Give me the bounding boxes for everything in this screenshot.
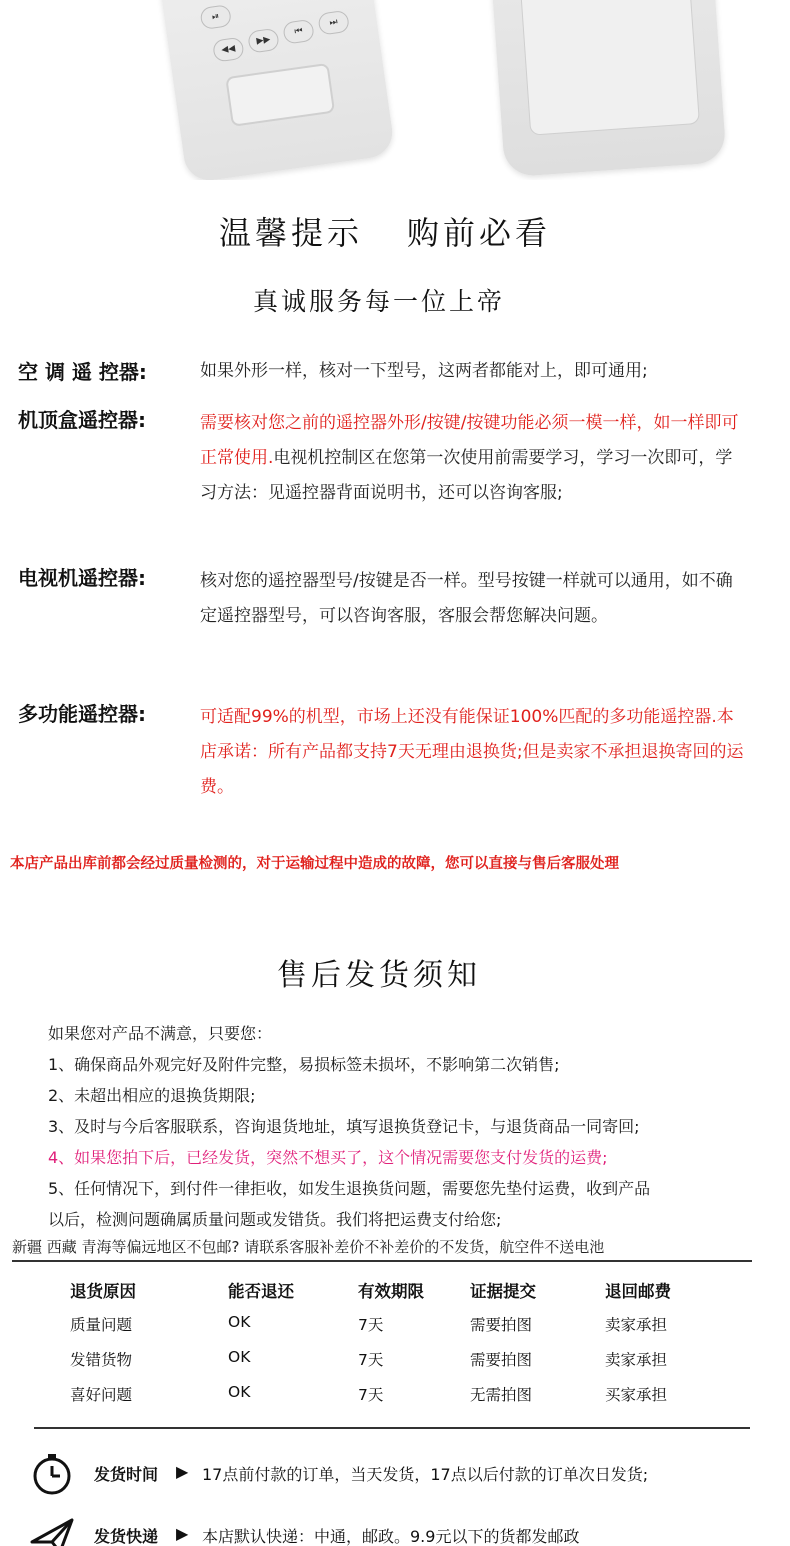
table-cell: 卖家承担 <box>605 1351 668 1369</box>
category-text: 核对您的遥控器型号/按键是否一样。型号按键一样就可以通用，如不确定遥控器型号，可以咨询客服，客服会帮您解决问题。 <box>200 571 733 626</box>
remote-control-image <box>158 0 395 180</box>
rule-item-highlight: 4、如果您拍下后，已经发货，突然不想买了，这个情况需要您支付发货的运费; <box>48 1148 608 1167</box>
rule-item: 3、及时与今后客服联系，咨询退货地址，填写退换货登记卡，与退货商品一同寄回; <box>48 1117 640 1136</box>
table-row <box>40 1348 720 1383</box>
return-policy-table <box>40 1278 720 1418</box>
previous-button-graphic: ⏮ <box>282 19 315 45</box>
category-red-text: 可适配99%的机型，市场上还没有能保证100%匹配的多功能遥控器.本店承诺：所有产品都支持7天无理由退换货;但是卖家不承担退换寄回的运费。 <box>200 707 744 797</box>
table-cell: 质量问题 <box>70 1316 133 1334</box>
arrow-right-icon: ▶ <box>176 1524 189 1543</box>
title-part-1: 温馨提示 <box>218 214 363 252</box>
table-cell: 买家承担 <box>605 1386 668 1404</box>
category-description <box>200 406 746 511</box>
category-text: 如果外形一样，核对一下型号，这两者都能对上，即可通用; <box>200 361 648 381</box>
category-label: 机顶盒遥控器: <box>18 408 146 432</box>
table-cell: 发错货物 <box>70 1351 133 1369</box>
category-description <box>200 564 746 634</box>
category-label: 电视机遥控器: <box>18 566 146 590</box>
table-cell: OK <box>228 1348 251 1366</box>
table-cell: OK <box>228 1313 251 1331</box>
product-photo <box>0 0 790 180</box>
play-pause-button-graphic: ⏯ <box>199 4 232 30</box>
arrow-right-icon: ▶ <box>176 1462 189 1481</box>
fast-forward-button-graphic: ▶▶ <box>247 28 280 54</box>
paper-plane-icon <box>30 1514 74 1546</box>
rule-item: 2、未超出相应的退换货期限; <box>48 1086 256 1105</box>
category-text: 电视机控制区在您第一次使用前需要学习，学习一次即可，学习方法：见遥控器背面说明书，还可以咨询客服; <box>200 448 733 503</box>
table-cell: 无需拍图 <box>470 1386 533 1404</box>
column-header: 能否退还 <box>228 1282 294 1301</box>
category-label: 多功能遥控器: <box>18 702 146 726</box>
column-header: 证据提交 <box>470 1282 536 1301</box>
table-cell: 7天 <box>358 1316 384 1334</box>
table-row <box>40 1313 720 1348</box>
table-row <box>40 1383 720 1418</box>
category-red-text: 需要核对您之前的遥控器外形/按键/按键功能必须一模一样，如一样即可正常使用. <box>200 413 739 468</box>
remote-back-image <box>491 0 726 177</box>
rule-item-continued: 以后，检测问题确属质量问题或发错货。我们将把运费支付给您; <box>48 1210 502 1229</box>
shipping-time-row <box>30 1452 770 1500</box>
shipping-time-title: 发货时间 <box>94 1465 159 1484</box>
table-cell: 喜好问题 <box>70 1386 133 1404</box>
remote-screen-graphic <box>225 63 335 127</box>
table-cell: 卖家承担 <box>605 1316 668 1334</box>
rule-item: 5、任何情况下，到付件一律拒收，如发生退换货问题，需要您先垫付运费，收到产品 <box>48 1179 651 1198</box>
stopwatch-icon <box>30 1452 74 1496</box>
rewind-button-graphic: ◀◀ <box>212 37 245 63</box>
title-part-2: 购前必看 <box>407 214 552 252</box>
quality-notice: 本店产品出库前都会经过质量检测的，对于运输过程中造成的故障，您可以直接与售后客服处理 <box>10 856 619 872</box>
table-cell: 需要拍图 <box>470 1351 533 1369</box>
table-cell: 需要拍图 <box>470 1316 533 1334</box>
rule-item: 1、确保商品外观完好及附件完整，易损标签未损坏，不影响第二次销售; <box>48 1055 560 1074</box>
shipping-courier-row <box>30 1514 770 1546</box>
shipping-courier-text: 本店默认快递：中通，邮政。9.9元以下的货都发邮政 <box>202 1527 580 1546</box>
remote-area-note: 新疆 西藏 青海等偏远地区不包邮? 请联系客服补差价不补差价的不发货，航空件不送电池 <box>12 1236 752 1262</box>
after-sales-rules <box>48 1018 748 1235</box>
column-header: 有效期限 <box>358 1282 424 1301</box>
after-sales-title: 售后发货须知 <box>277 958 481 993</box>
category-description <box>200 700 746 805</box>
column-header: 退货原因 <box>70 1282 136 1301</box>
category-label: 空 调 遥 控器: <box>18 360 147 384</box>
page-subtitle: 真诚服务每一位上帝 <box>252 287 505 316</box>
shipping-time-text: 17点前付款的订单，当天发货，17点以后付款的订单次日发货; <box>202 1465 649 1484</box>
next-button-graphic: ⏭ <box>317 10 350 36</box>
category-description <box>200 354 746 389</box>
table-header-row <box>40 1278 720 1313</box>
rule-intro: 如果您对产品不满意，只要您： <box>48 1024 273 1043</box>
table-cell: 7天 <box>358 1351 384 1369</box>
page-title <box>0 208 770 254</box>
table-cell: OK <box>228 1383 251 1401</box>
section-divider <box>34 1427 750 1429</box>
shipping-courier-title: 发货快递 <box>94 1527 159 1546</box>
column-header: 退回邮费 <box>605 1282 671 1301</box>
table-cell: 7天 <box>358 1386 384 1404</box>
battery-cover-graphic <box>520 0 700 136</box>
